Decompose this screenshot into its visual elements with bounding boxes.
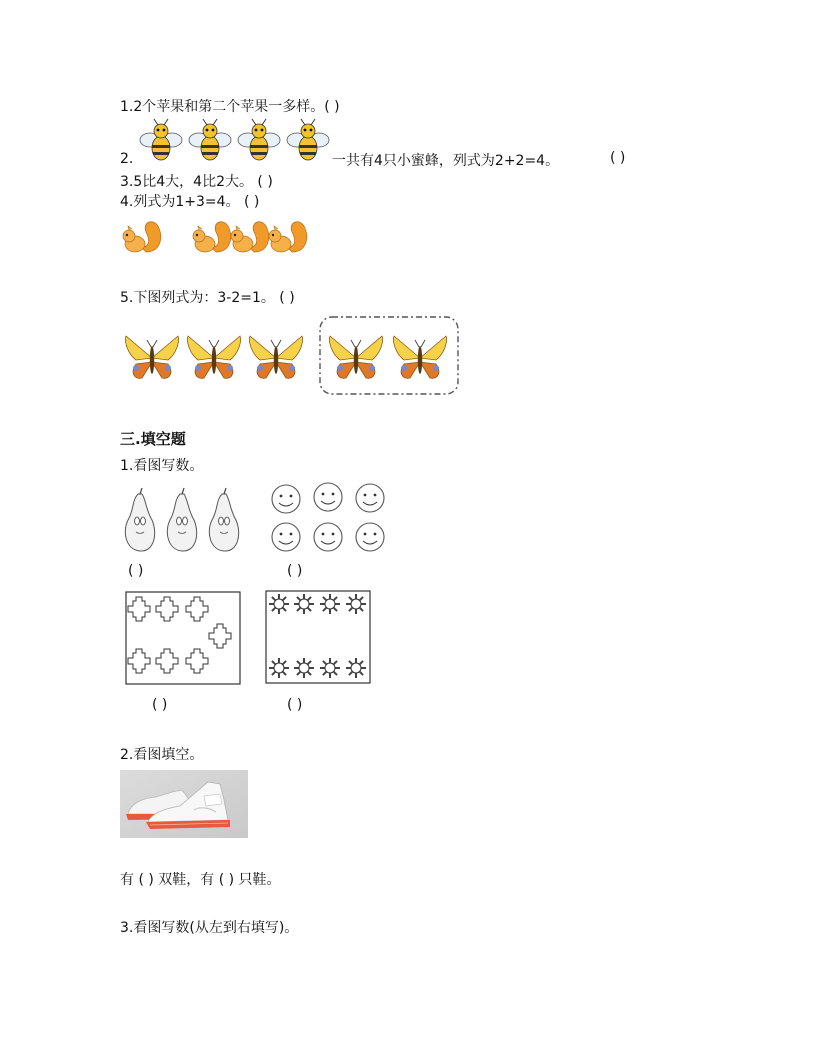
butterfly-icons	[120, 314, 465, 398]
smiley-icon	[272, 523, 300, 551]
smiley-icons	[268, 482, 388, 554]
bee-icon	[140, 119, 182, 160]
cross-shape-icon	[128, 649, 150, 673]
judge-q1: 1.2个苹果和第二个苹果一多样。( )	[120, 99, 340, 115]
pear-icon	[167, 488, 196, 551]
cross-shape-icon	[209, 624, 231, 648]
judge-q3: 3.5比4大，4比2大。 ( )	[120, 174, 273, 190]
smiles-picture	[268, 482, 388, 558]
sun-icon	[269, 594, 289, 614]
bee-icons	[136, 118, 332, 164]
squirrel-icon	[123, 222, 161, 252]
smiley-icon	[272, 485, 300, 513]
fill-q1-title: 1.看图写数。	[120, 458, 204, 474]
shoe-icon	[120, 770, 248, 838]
smiley-icon	[356, 523, 384, 551]
squirrel-icon	[231, 222, 269, 252]
paren-smiles: ( )	[287, 563, 303, 579]
fill-q2-text: 有 ( ) 双鞋，有 ( ) 只鞋。	[120, 872, 281, 888]
bees-picture	[136, 118, 332, 168]
cross-shape-icon	[128, 597, 150, 621]
pear-icon	[125, 488, 154, 551]
sun-icon	[294, 594, 314, 614]
sun-icons	[265, 590, 373, 686]
bee-icon	[287, 119, 329, 160]
pear-icons	[118, 488, 242, 556]
smiley-icon	[314, 523, 342, 551]
suns-picture	[265, 590, 373, 690]
judge-q4: 4.列式为1+3=4。 ( )	[120, 194, 260, 210]
paren-crosses: ( )	[152, 697, 168, 713]
judge-q5: 5.下图列式为：3-2=1。 ( )	[120, 290, 295, 306]
fill-q2-title: 2.看图填空。	[120, 747, 204, 763]
crosses-picture	[125, 591, 243, 690]
section-title-fill-blank: 三.填空题	[120, 430, 186, 448]
judge-q2-text: 一共有4只小蜜蜂，列式为2+2=4。	[332, 153, 560, 169]
cross-shape-icon	[186, 597, 208, 621]
butterfly-icon	[125, 336, 178, 378]
paren-pears: ( )	[128, 563, 144, 579]
butterfly-icon	[249, 336, 302, 378]
squirrel-icon	[193, 222, 231, 252]
cross-shape-icons	[125, 591, 243, 686]
squirrels-picture	[118, 218, 308, 262]
sun-icon	[269, 658, 289, 678]
butterfly-icon	[187, 336, 240, 378]
butterfly-icon	[329, 336, 382, 378]
judge-q2-paren: ( )	[610, 150, 626, 166]
paren-suns: ( )	[287, 697, 303, 713]
butterflies-picture	[120, 314, 465, 402]
pear-icon	[209, 488, 238, 551]
sun-icon	[320, 594, 340, 614]
sun-icon	[346, 594, 366, 614]
cross-shape-icon	[156, 597, 178, 621]
bee-icon	[238, 119, 280, 160]
sun-icon	[346, 658, 366, 678]
sun-icon	[294, 658, 314, 678]
smiley-icon	[314, 483, 342, 511]
shoes-photo	[120, 770, 248, 842]
fill-q3-title: 3.看图写数(从左到右填写)。	[120, 920, 299, 936]
smiley-icon	[356, 484, 384, 512]
cross-shape-icon	[186, 649, 208, 673]
sun-icon	[320, 658, 340, 678]
squirrel-icon	[269, 222, 307, 252]
pears-picture	[118, 488, 242, 560]
bee-icon	[189, 119, 231, 160]
butterfly-icon	[393, 336, 446, 378]
cross-shape-icon	[156, 649, 178, 673]
judge-q2-prefix: 2.	[120, 151, 134, 167]
squirrel-icons	[118, 218, 308, 258]
